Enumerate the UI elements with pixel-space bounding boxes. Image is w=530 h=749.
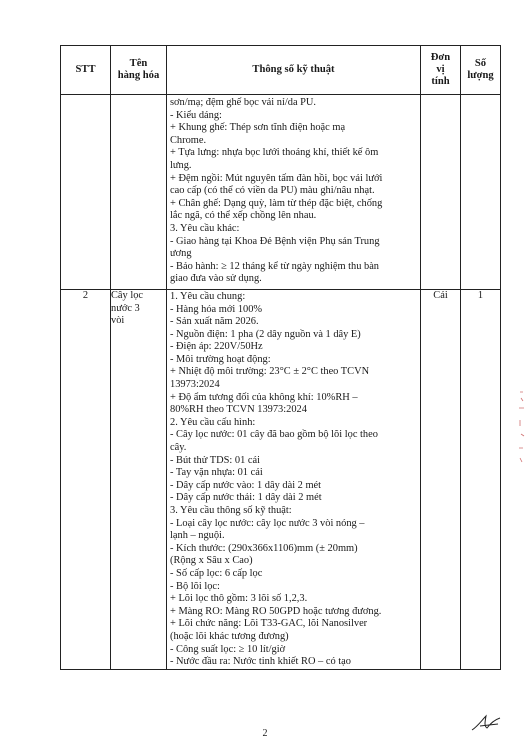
- spec-line: - Kiểu dáng:: [170, 109, 222, 121]
- spec-line: - Loại cây lọc nước: cây lọc nước 3 vòi nóng –: [170, 517, 365, 529]
- spec-line: sơn/mạ; đệm ghế bọc vải nỉ/da PU.: [170, 97, 317, 108]
- spec-line: 1. Yêu cầu chung:: [170, 290, 246, 302]
- header-unit-line: vị: [436, 64, 445, 75]
- spec-line: 2. Yêu cầu cấu hình:: [170, 416, 256, 428]
- header-unit: [421, 46, 461, 95]
- spec-line: giao đưa vào sử dụng.: [170, 273, 262, 285]
- cell-technical-specs: [167, 95, 421, 290]
- spec-line: - Dây cấp nước vào: 1 dây dài 2 mét: [170, 479, 322, 491]
- spec-line: - Tay vặn nhựa: 01 cái: [170, 467, 263, 479]
- table-header: [61, 46, 501, 95]
- spec-line: - Công suất lọc: ≥ 10 lít/giờ: [170, 643, 286, 655]
- product-name-line: Cây lọc: [111, 289, 144, 301]
- cell-unit: Cái: [421, 289, 461, 669]
- spec-line: lưng.: [170, 159, 192, 171]
- table-body: [61, 95, 501, 670]
- spec-line: - Bảo hành: ≥ 12 tháng kể từ ngày nghiệm thu bàn: [170, 260, 380, 272]
- spec-line: + Nhiệt độ môi trường: 23°C ± 2°C theo TCVN: [170, 366, 370, 378]
- spec-line: + Chân ghế: Dạng quỳ, làm từ thép đặc biệt, chống: [170, 197, 383, 209]
- spec-line: - Nước đầu ra: Nước tinh khiết RO – có tạo: [170, 656, 351, 668]
- spec-line: - Số cấp lọc: 6 cấp lọc: [170, 567, 263, 579]
- spec-line: + Lõi chức năng: Lõi T33-GAC, lõi Nanosilver: [170, 618, 368, 630]
- spec-line: 13973:2024: [170, 379, 220, 391]
- spec-line: + Độ ẩm tương đối của không khí: 10%RH –: [170, 391, 358, 403]
- cell-quantity: [461, 95, 501, 290]
- spec-line: 3. Yêu cầu khác:: [170, 222, 240, 234]
- spec-line: lạnh – nguội.: [170, 530, 225, 542]
- spec-line: + Khung ghế: Thép sơn tĩnh điện hoặc mạ: [170, 122, 346, 134]
- cell-stt: 2: [61, 289, 111, 669]
- cell-stt: [61, 95, 111, 290]
- header-technical-specs: Thông số kỹ thuật: [167, 46, 421, 95]
- margin-stamp-marks: [517, 388, 527, 468]
- header-quantity: [461, 46, 501, 95]
- table-row: [61, 289, 501, 669]
- spec-line: + Lõi lọc thô gồm: 3 lõi số 1,2,3.: [170, 593, 308, 605]
- spec-line: cao cấp (có thể có viền da PU) màu ghi/nâu nhạt.: [170, 185, 375, 197]
- spec-line: + Màng RO: Màng RO 50GPD hoặc tương đương.: [170, 605, 382, 617]
- spec-line: ương: [170, 248, 192, 260]
- spec-line: - Giao hàng tại Khoa Đẻ Bệnh viện Phụ sản Trung: [170, 235, 380, 247]
- table-row: [61, 95, 501, 290]
- technical-spec-table: [60, 45, 501, 670]
- cell-product-name: [111, 95, 167, 290]
- spec-line: - Dây cấp nước thải: 1 dây dài 2 mét: [170, 492, 322, 504]
- product-name-line: vòi: [111, 315, 125, 327]
- spec-line: (hoặc lõi khác tương đương): [170, 630, 289, 642]
- spec-line: - Kích thước: (290x366x1106)mm (± 20mm): [170, 542, 358, 554]
- spec-line: (Rộng x Sâu x Cao): [170, 555, 253, 567]
- cell-technical-specs: [167, 289, 421, 669]
- cell-unit: [421, 95, 461, 290]
- header-stt: STT: [61, 46, 111, 95]
- spec-line: + Đệm ngồi: Mút nguyên tấm đàn hồi, bọc vải lưới: [170, 172, 383, 184]
- spec-line: lắc ngã, có thể xếp chồng lên nhau.: [170, 210, 317, 222]
- header-unit-line: Đơn: [430, 52, 451, 63]
- spec-line: - Sản xuất năm 2026.: [170, 316, 259, 328]
- product-name-line: nước 3: [111, 302, 140, 314]
- cell-quantity: 1: [461, 289, 501, 669]
- spec-line: - Hàng hóa mới 100%: [170, 303, 263, 315]
- spec-line: 80%RH theo TCVN 13973:2024: [170, 404, 307, 416]
- header-qty-line: lượng: [467, 70, 494, 81]
- header-product-name: [111, 46, 167, 95]
- spec-line: - Bộ lõi lọc:: [170, 580, 220, 592]
- spec-line: - Môi trường hoạt động:: [170, 353, 271, 365]
- spec-line: 3. Yêu cầu thông số kỹ thuật:: [170, 505, 292, 516]
- page-number: 2: [262, 728, 268, 739]
- spec-line: + Tựa lưng: nhựa bọc lưới thoáng khí, thiết kế ôm: [170, 147, 379, 159]
- spec-line: cây.: [170, 442, 187, 454]
- cell-product-name: [111, 289, 167, 669]
- spec-line: - Điện áp: 220V/50Hz: [170, 341, 263, 353]
- header-name-line: hàng hóa: [117, 70, 160, 81]
- header-unit-line: tính: [431, 76, 450, 87]
- header-qty-line: Số: [474, 58, 487, 69]
- spec-line: - Cây lọc nước: 01 cây đã bao gồm bộ lõi lọc theo: [170, 429, 378, 441]
- header-name-line: Tên: [129, 58, 148, 69]
- spec-line: Chrome.: [170, 134, 207, 146]
- spec-line: - Bút thử TDS: 01 cái: [170, 454, 261, 466]
- spec-line: - Nguồn điện: 1 pha (2 dây nguồn và 1 dây E): [170, 328, 361, 340]
